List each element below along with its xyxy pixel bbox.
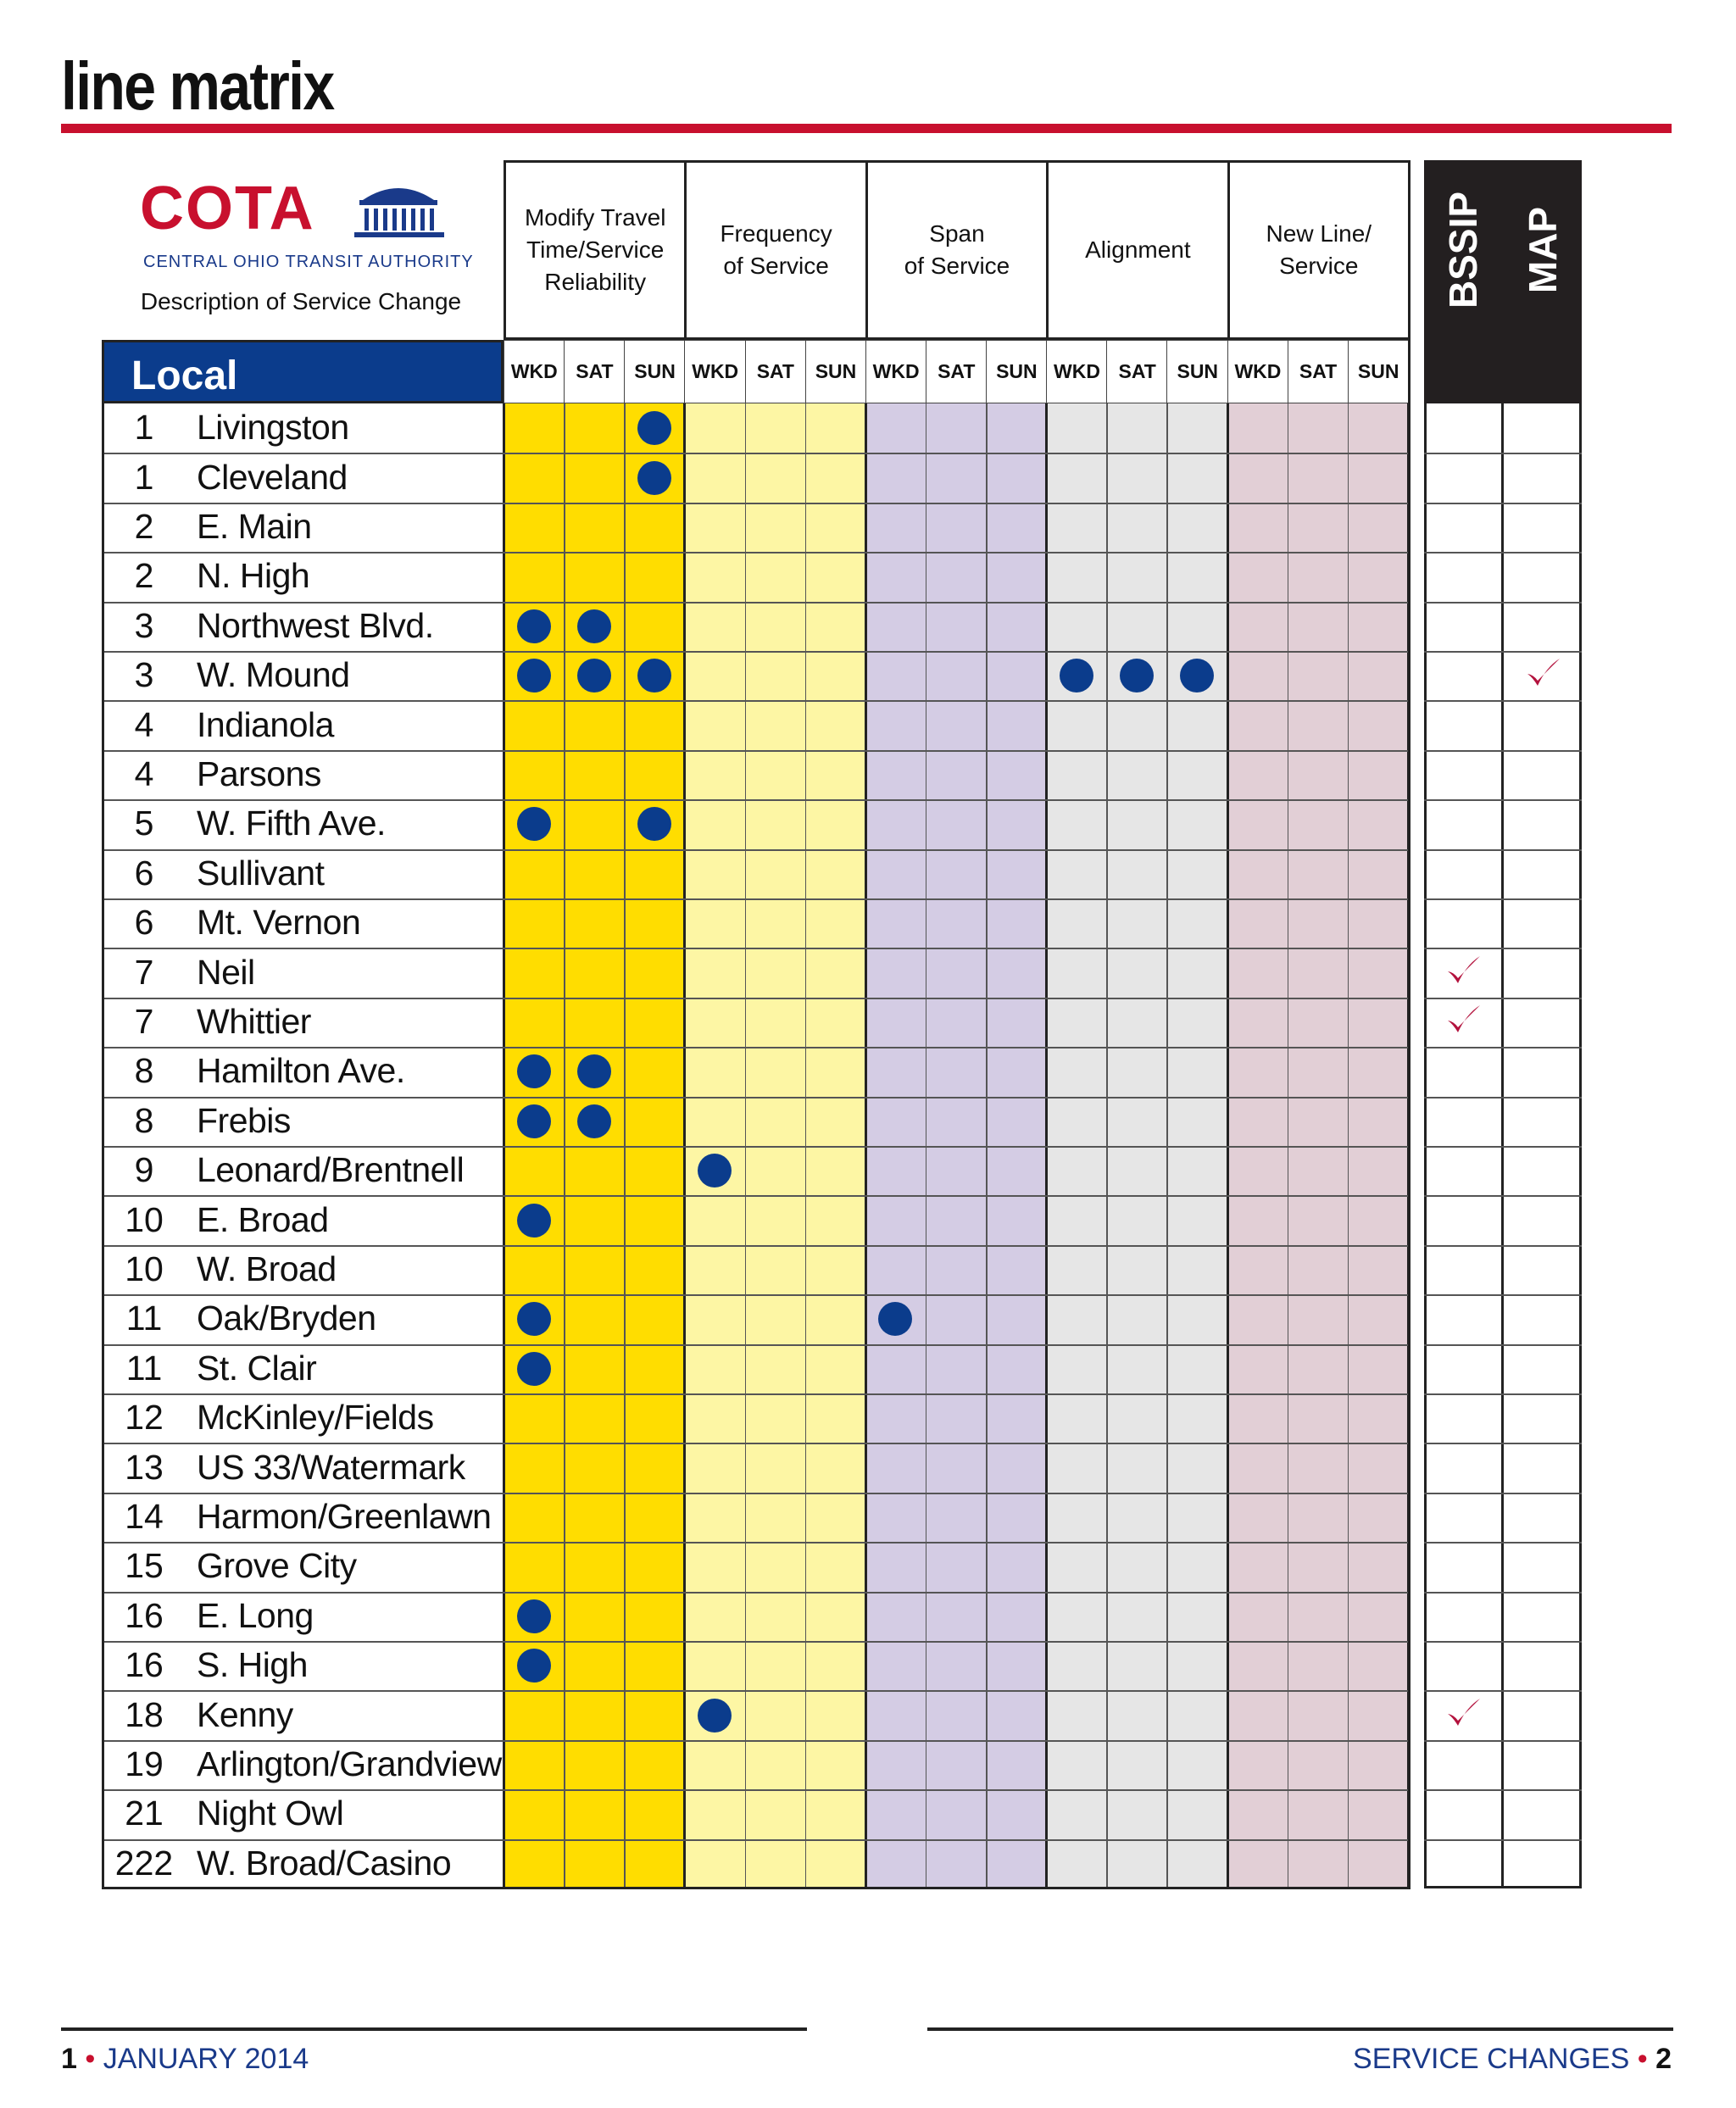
row-divider [1424,1294,1582,1296]
row-divider [102,849,1410,851]
line-number: 16 [125,1595,164,1635]
line-name: US 33/Watermark [197,1447,465,1487]
line-name: S. High [197,1645,308,1685]
line-number: 5 [134,804,154,843]
row-divider [1424,1443,1582,1444]
row-divider [102,1592,1410,1594]
row-divider [102,1690,1410,1692]
line-number: 12 [125,1398,164,1438]
bssip-check-icon [1443,1694,1483,1734]
line-name: W. Mound [197,655,350,695]
line-number: 222 [114,1843,174,1883]
row-divider [1424,453,1582,454]
map-header: MAP [1521,206,1565,294]
line-number: 10 [125,1249,164,1288]
line-name: W. Broad/Casino [197,1843,452,1883]
row-divider [1424,1690,1582,1692]
bssip-check-icon [1443,951,1483,992]
line-number: 6 [134,903,154,943]
line-name: Night Owl [197,1794,344,1833]
row-divider [102,1493,1410,1494]
day-header-sun: SUN [624,340,686,403]
line-name: E. Main [197,507,312,546]
change-dot [577,609,611,643]
line-name: Hamilton Ave. [197,1051,405,1091]
row-divider [102,1740,1410,1742]
change-dot [1180,659,1214,692]
change-dot [517,1599,551,1633]
row-divider [102,898,1410,900]
row-divider [1424,799,1582,801]
row-divider [102,503,1410,504]
change-dot [698,1699,732,1733]
line-name: W. Broad [197,1249,337,1288]
change-dot [1060,659,1093,692]
title-rule [61,124,1672,133]
row-divider [1424,948,1582,949]
change-dot [517,609,551,643]
line-number: 8 [134,1051,154,1091]
day-header-wkd: WKD [504,340,565,403]
change-dot [517,1302,551,1336]
row-divider [102,700,1410,702]
row-divider [102,1294,1410,1296]
line-name: Whittier [197,1002,311,1041]
line-name: N. High [197,556,310,596]
row-divider [102,1245,1410,1247]
day-header-sun: SUN [986,340,1048,403]
row-divider [102,1146,1410,1148]
row-divider [102,602,1410,603]
row-divider [1424,898,1582,900]
footer-rule-left [61,2027,807,2031]
row-divider [102,1047,1410,1048]
change-dot [577,1054,611,1088]
line-name: E. Broad [197,1199,329,1239]
line-number: 6 [134,853,154,893]
group-header: New Line/ Service [1227,160,1410,340]
row-divider [102,651,1410,653]
line-name: Northwest Blvd. [197,605,434,645]
change-dot [517,1054,551,1088]
row-divider [102,1195,1410,1197]
change-dot [517,1649,551,1683]
line-number: 1 [134,408,154,448]
line-name: Parsons [197,754,321,793]
line-name: Sullivant [197,853,325,893]
row-divider [1424,1393,1582,1395]
local-label: Local [131,353,238,398]
line-number: 4 [134,754,154,793]
change-dot [517,1352,551,1386]
row-divider [1424,1641,1582,1643]
footer-rule-right [927,2027,1673,2031]
day-header-wkd: WKD [1046,340,1108,403]
line-name: McKinley/Fields [197,1398,434,1438]
change-dot [577,1104,611,1138]
change-dot [517,807,551,841]
change-dot [637,411,671,445]
line-name: Indianola [197,704,334,744]
row-divider [102,453,1410,454]
table-border-left [102,340,104,1888]
line-number: 2 [134,556,154,596]
row-divider [1424,651,1582,653]
bssip-header: BSSIP [1441,191,1485,309]
row-divider [1424,1592,1582,1594]
line-number: 3 [134,655,154,695]
footer-section: SERVICE CHANGES [1353,2043,1630,2075]
row-divider [102,1344,1410,1346]
line-name: St. Clair [197,1348,317,1388]
row-divider [102,1789,1410,1791]
line-number: 7 [134,1002,154,1041]
line-name: Frebis [197,1100,291,1140]
group-header: Alignment [1046,160,1229,340]
row-divider [102,552,1410,553]
row-divider [102,1443,1410,1444]
change-dot [577,659,611,692]
day-header-wkd: WKD [684,340,746,403]
line-name: Cleveland [197,457,348,497]
day-header-sat: SAT [745,340,807,403]
line-number: 16 [125,1645,164,1685]
row-divider [1424,750,1582,752]
day-header-sun: SUN [805,340,867,403]
day-header-sat: SAT [1106,340,1168,403]
line-number: 4 [134,704,154,744]
line-number: 9 [134,1150,154,1190]
line-number: 10 [125,1199,164,1239]
local-section-header [102,340,504,403]
row-divider [1424,1146,1582,1148]
footer-left [61,2043,309,2076]
line-number: 18 [125,1694,164,1734]
row-divider [1424,849,1582,851]
row-divider [102,1097,1410,1098]
row-divider [1424,1789,1582,1791]
row-divider [102,948,1410,949]
row-divider [102,750,1410,752]
day-header-sun: SUN [1348,340,1410,403]
row-divider [1424,998,1582,999]
row-divider [1424,1245,1582,1247]
footer-bullet-left: • [85,2043,96,2075]
line-name: Grove City [197,1546,357,1586]
footer-date: JANUARY 2014 [103,2043,309,2075]
change-dot [517,659,551,692]
day-header-sat: SAT [926,340,988,403]
row-divider [102,998,1410,999]
line-number: 19 [125,1744,164,1783]
change-dot [517,1104,551,1138]
group-header: Modify Travel Time/Service Reliability [504,160,687,340]
day-header-sat: SAT [1288,340,1349,403]
page-title: line matrix [61,48,334,124]
row-divider [102,1641,1410,1643]
logo-subtitle: CENTRAL OHIO TRANSIT AUTHORITY [143,253,474,271]
change-dot [1120,659,1154,692]
row-divider [1424,1839,1582,1841]
line-number: 14 [125,1497,164,1536]
row-divider [1424,602,1582,603]
row-divider [102,1839,1410,1841]
row-divider [102,1393,1410,1395]
line-number: 13 [125,1447,164,1487]
line-name: Arlington/Grandview [197,1744,502,1783]
group-header: Span of Service [865,160,1049,340]
line-number: 1 [134,457,154,497]
row-divider [1424,552,1582,553]
line-name: Harmon/Greenlawn [197,1497,492,1536]
row-divider [102,799,1410,801]
page-number-right: 2 [1655,2043,1672,2075]
line-number: 7 [134,952,154,992]
line-number: 3 [134,605,154,645]
day-header-wkd: WKD [865,340,927,403]
page-number-left: 1 [61,2043,77,2075]
table-border-bottom [102,1887,1410,1889]
change-dot [517,1204,551,1238]
footer-bullet-right: • [1637,2043,1648,2075]
row-divider [102,1542,1410,1543]
logo-word: COTA [140,175,315,242]
description-label: Description of Service Change [140,288,462,314]
line-number: 15 [125,1546,164,1586]
row-divider [1424,503,1582,504]
day-header-sun: SUN [1166,340,1228,403]
row-divider [1424,1740,1582,1742]
row-divider [1424,700,1582,702]
row-divider [1424,1097,1582,1098]
row-divider [1424,1344,1582,1346]
line-number: 8 [134,1100,154,1140]
group-header: Frequency of Service [684,160,867,340]
line-number: 21 [125,1794,164,1833]
line-name: E. Long [197,1595,314,1635]
day-header-wkd: WKD [1227,340,1289,403]
row-divider [1424,1493,1582,1494]
change-dot [698,1154,732,1187]
line-name: W. Fifth Ave. [197,804,386,843]
line-name: Kenny [197,1694,293,1734]
day-header-sat: SAT [564,340,626,403]
line-name: Oak/Bryden [197,1299,376,1338]
change-dot [637,659,671,692]
line-number: 2 [134,507,154,546]
change-dot [637,807,671,841]
line-name: Leonard/Brentnell [197,1150,465,1190]
row-divider [1424,1047,1582,1048]
capitol-building-icon [348,181,449,241]
footer-right [1353,2043,1672,2076]
cota-logo [140,175,474,288]
bssip-check-icon [1443,1000,1483,1041]
line-name: Livingston [197,408,349,448]
row-divider [1424,1542,1582,1543]
line-name: Neil [197,952,255,992]
line-name: Mt. Vernon [197,903,361,943]
line-number: 11 [125,1299,163,1338]
map-check-icon [1522,654,1563,694]
line-number: 11 [125,1348,163,1388]
change-dot [637,461,671,495]
table-border-right [1408,160,1410,1888]
row-divider [1424,1195,1582,1197]
